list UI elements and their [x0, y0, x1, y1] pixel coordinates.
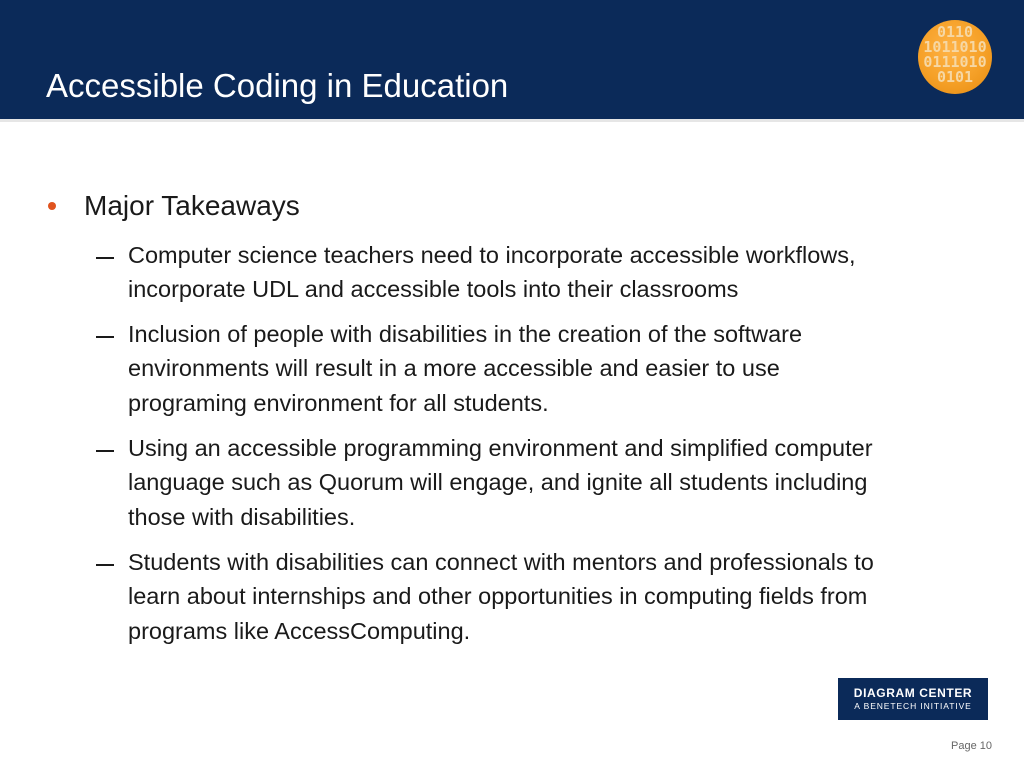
page-number: Page 10	[951, 740, 992, 752]
binary-logo-text: 0110 1011010 0111010 0101	[923, 23, 987, 86]
title-bar	[0, 0, 1024, 119]
subitem-2: Inclusion of people with disabilities in the creation of the software environments will result in a more accessible and easier to use programing environment for all students.	[128, 321, 803, 416]
bullet-major-takeaways: Major Takeaways	[84, 190, 300, 221]
bullet-dot-icon	[48, 202, 56, 210]
binary-logo-icon	[918, 20, 992, 94]
diagram-center-logo	[838, 678, 988, 720]
dash-icon	[96, 564, 114, 566]
subitem-4: Students with disabilities can connect with mentors and professionals to learn about internships and other opportunities in computing fields from programs like AccessComputing.	[128, 549, 874, 644]
logo-subtitle: A BENETECH INITIATIVE	[854, 701, 972, 711]
logo-title: DIAGRAM CENTER	[853, 686, 973, 700]
subitem-1: Computer science teachers need to incorporate accessible workflows, incorporate UDL and accessible tools into their classrooms	[128, 242, 856, 303]
subitem-3: Using an accessible programming environment and simplified computer language such as Quorum will engage, and ignite all students including those with disabilities.	[128, 435, 873, 530]
slide-title: Accessible Coding in Education	[46, 67, 509, 104]
dash-icon	[96, 450, 114, 452]
dash-icon	[96, 336, 114, 338]
dash-icon	[96, 257, 114, 259]
header-divider	[0, 119, 1024, 122]
